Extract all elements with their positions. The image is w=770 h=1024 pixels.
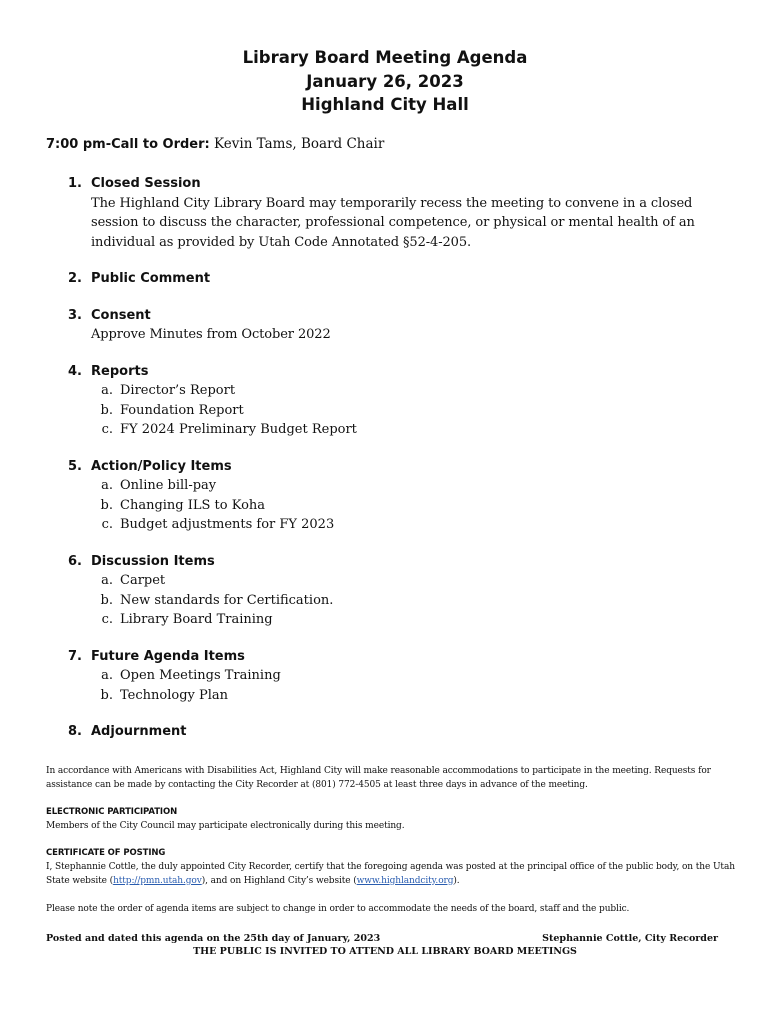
- sub-item: [68, 610, 733, 630]
- sub-item-text: Budget adjustments for FY 2023: [120, 517, 335, 532]
- signer-name: Stephannie Cottle, City Recorder: [542, 933, 718, 944]
- item-number: 8.: [68, 724, 82, 739]
- item-title: Discussion Items: [91, 553, 215, 569]
- sub-item-letter: a.: [101, 573, 113, 588]
- certificate-heading: CERTIFICATE OF POSTING: [46, 848, 166, 858]
- sub-item: [68, 496, 733, 516]
- item-title: Consent: [91, 307, 151, 323]
- posted-date: Posted and dated this agenda on the 25th day of January, 2023: [46, 933, 381, 944]
- meeting-date: January 26, 2023: [306, 71, 464, 91]
- item-number: 7.: [68, 648, 82, 664]
- agenda-item-consent: [68, 306, 733, 345]
- item-description: The Highland City Library Board may temporarily recess the meeting to convene in a closed session to discuss the character, professional competence, or physical or mental health of an individual as provided by Utah Code Annotated §52-4-205.: [91, 195, 695, 250]
- agenda-title-block: [0, 46, 770, 117]
- certificate-text-part: I, Stephannie Cottle, the duly appointed City Recorder, certify that the foregoing agenda was posted at the principal office of the public body, on the Utah State website (: [46, 862, 735, 886]
- sub-item-text: Carpet: [120, 573, 166, 588]
- agenda-item-public-comment: [68, 269, 733, 289]
- sub-item-letter: b.: [100, 402, 113, 418]
- electronic-participation-heading: ELECTRONIC PARTICIPATION: [46, 807, 178, 817]
- certificate-text-part: ).: [453, 876, 460, 886]
- item-title: Reports: [91, 363, 149, 379]
- sub-item-text: Changing ILS to Koha: [120, 497, 266, 513]
- sub-item-text: Online bill-pay: [120, 478, 217, 493]
- sub-item-text: Foundation Report: [120, 402, 244, 418]
- meeting-location: Highland City Hall: [301, 95, 469, 114]
- item-number: 6.: [68, 553, 82, 569]
- item-number: 3.: [68, 307, 82, 323]
- certificate-text-part: ), and on Highland City’s website (: [201, 876, 357, 886]
- agenda-item-action-policy: [68, 457, 733, 535]
- item-number: 1.: [68, 176, 82, 191]
- sub-item: [68, 686, 733, 706]
- call-to-order-label: 7:00 pm-Call to Order:: [46, 137, 210, 152]
- sub-item-letter: a.: [101, 478, 113, 493]
- sub-item-text: FY 2024 Preliminary Budget Report: [120, 422, 357, 437]
- sub-item-letter: b.: [100, 497, 113, 513]
- item-number: 5.: [68, 458, 82, 474]
- sub-item-text: New standards for Certification.: [120, 592, 334, 608]
- call-to-order-value: Kevin Tams, Board Chair: [214, 136, 385, 152]
- sub-item: [68, 476, 733, 496]
- item-title: Future Agenda Items: [91, 648, 245, 664]
- agenda-item-closed-session: [68, 174, 733, 252]
- sub-item-letter: b.: [100, 687, 113, 703]
- item-number: 2.: [68, 271, 82, 286]
- sub-item-letter: b.: [100, 592, 113, 608]
- public-notice: THE PUBLIC IS INVITED TO ATTEND ALL LIBRARY BOARD MEETINGS: [193, 946, 577, 957]
- sub-item: [68, 381, 733, 401]
- item-description: Approve Minutes from October 2022: [91, 327, 331, 342]
- sub-item: [68, 571, 733, 591]
- sub-item: [68, 591, 733, 611]
- agenda-items: [68, 174, 733, 759]
- certificate-text: [46, 860, 736, 888]
- item-title: Action/Policy Items: [91, 458, 232, 474]
- pmn-utah-link[interactable]: http://pmn.utah.gov: [113, 876, 202, 886]
- sub-item-letter: a.: [101, 383, 113, 398]
- item-title: Closed Session: [91, 176, 201, 191]
- agenda-item-discussion: [68, 552, 733, 630]
- order-change-note: Please note the order of agenda items are subject to change in order to accommodate the needs of the board, staff and the public.: [46, 904, 630, 914]
- sub-item-letter: c.: [101, 422, 113, 437]
- item-number: 4.: [68, 363, 82, 379]
- sub-item-text: Library Board Training: [120, 612, 273, 627]
- sub-item-text: Director’s Report: [120, 383, 236, 398]
- sub-item: [68, 666, 733, 686]
- sub-item: [68, 515, 733, 535]
- agenda-item-future-agenda: [68, 647, 733, 706]
- sub-item-letter: a.: [101, 668, 113, 683]
- highlandcity-link[interactable]: www.highlandcity.org: [356, 876, 454, 886]
- agenda-item-reports: [68, 362, 733, 440]
- item-title: Adjournment: [91, 724, 187, 739]
- agenda-item-adjournment: [68, 722, 733, 742]
- sub-item-text: Open Meetings Training: [120, 668, 281, 683]
- page-title: Library Board Meeting Agenda: [242, 48, 528, 67]
- ada-notice: In accordance with Americans with Disabilities Act, Highland City will make reasonable accommodations to participate in the meeting. Requests for assistance can be made by contacting the City Recorder at (801) 772-4505 at least three days in advance of the meeting.: [46, 766, 711, 790]
- sub-item: [68, 401, 733, 421]
- agenda-footer: [46, 764, 736, 916]
- item-title: Public Comment: [91, 271, 211, 286]
- electronic-participation-text: Members of the City Council may participate electronically during this meeting.: [46, 821, 405, 831]
- sub-item-text: Technology Plan: [120, 687, 229, 703]
- sub-item-letter: c.: [101, 517, 113, 532]
- call-to-order: [46, 136, 384, 152]
- sub-item: [68, 420, 733, 440]
- sub-item-letter: c.: [101, 612, 113, 627]
